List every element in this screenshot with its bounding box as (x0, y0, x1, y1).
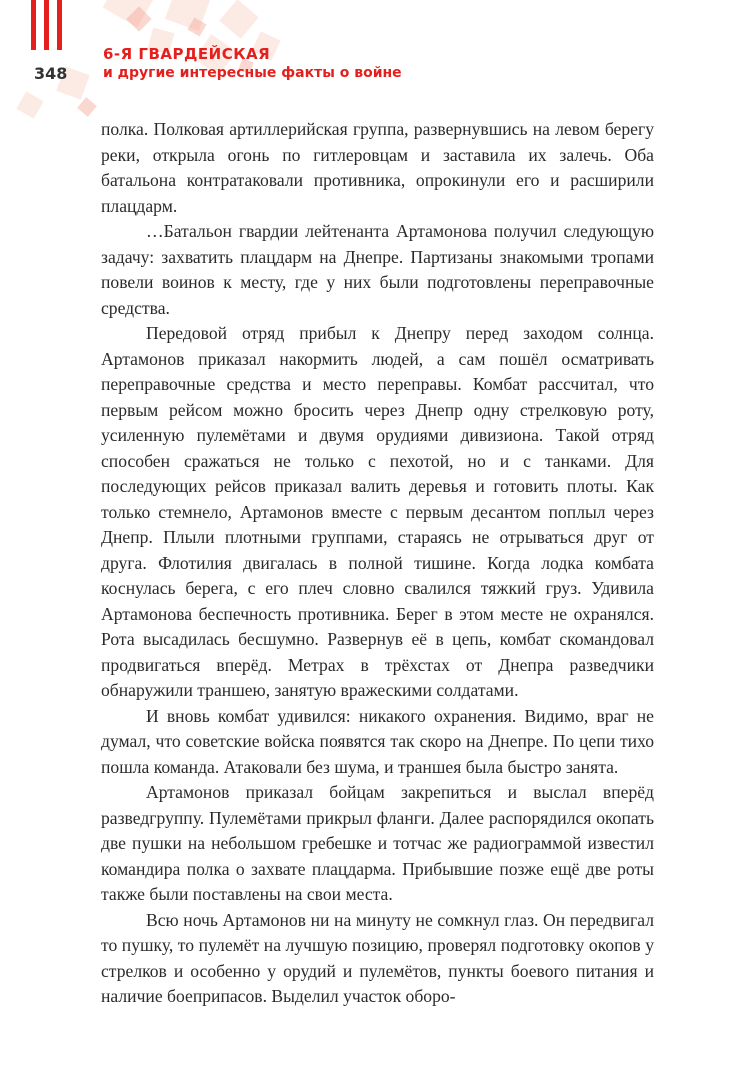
paragraph: И вновь комбат удивился: никакого охранения. Видимо, враг не думал, что советские войска появятся так скоро на Днепре. По цепи тихо пошла команда. Атаковали без шума, и траншея была быстро занята. (101, 705, 654, 777)
decorative-bar (44, 0, 49, 50)
paragraph: полка. Полковая артиллерийская группа, развернувшись на левом берегу реки, открыла огонь по гитлеровцам и заставила их залечь. Оба батальона контратаковали противника, опрокинули его и расширили плацдарм. (101, 119, 654, 216)
book-title: 6-Я ГВАРДЕЙСКАЯ (103, 45, 271, 63)
decorative-bar (31, 0, 36, 50)
paragraph: Всю ночь Артамонов ни на минуту не сомкнул глаз. Он передвигал то пушку, то пулемёт на лучшую позицию, проверял подготовку окопов у стрелков и особенно у орудий и пулемётов, пункты боевого питания и наличие боеприпасов. Выделил участок оборо- (101, 909, 654, 1006)
paragraph: Передовой отряд прибыл к Днепру перед заходом солнца. Артамонов приказал накормить людей, а сам пошёл осматривать переправочные средства и место переправы. Комбат рассчитал, что первым рейсом можно бросить через Днепр одну стрелковую роту, усиленную пулемётами и двумя орудиями дивизиона. Такой отряд способен сражаться не только с пехотой, но и с танками. Для последующих рейсов приказал валить деревья и готовить плоты. Как только стемнело, Артамонов вместе с первым десантом поплыл через Днепр. Плыли плотными группами, стараясь не отрываться друг от друга. Флотилия двигалась в полной тишине. Когда лодка комбата коснулась берега, с его плеч словно свалился тяжкий груз. Удивила Артамонова беспечность противника. Берег в этом месте не охранялся. Рота высадилась бесшумно. Развернув её в цепь, комбат скомандовал продвигаться вперёд. Метрах в трёхстах от Днепра разведчики обнаружили траншею, занятую вражескими солдатами. (101, 323, 654, 700)
paragraph: …Батальон гвардии лейтенанта Артамонова получил следующую задачу: захватить плацдарм на Днепре. Партизаны знакомыми тропами повели воинов к месту, где у них были подготовлены переправочные средства. (101, 221, 654, 318)
book-subtitle: и другие интересные факты о войне (103, 65, 402, 81)
decorative-bar (57, 0, 62, 50)
body-text (101, 117, 654, 1010)
running-header (103, 44, 402, 83)
paragraph: Артамонов приказал бойцам закрепиться и выслал вперёд разведгруппу. Пулемётами прикрыл фланги. Далее распорядился окопать две пушки на небольшом гребешке и тотчас же радиограммой известил командира полка о захвате плацдарма. Прибывшие позже ещё две роты также были поставлены на свои места. (101, 782, 654, 904)
page-number: 348 (34, 64, 68, 83)
